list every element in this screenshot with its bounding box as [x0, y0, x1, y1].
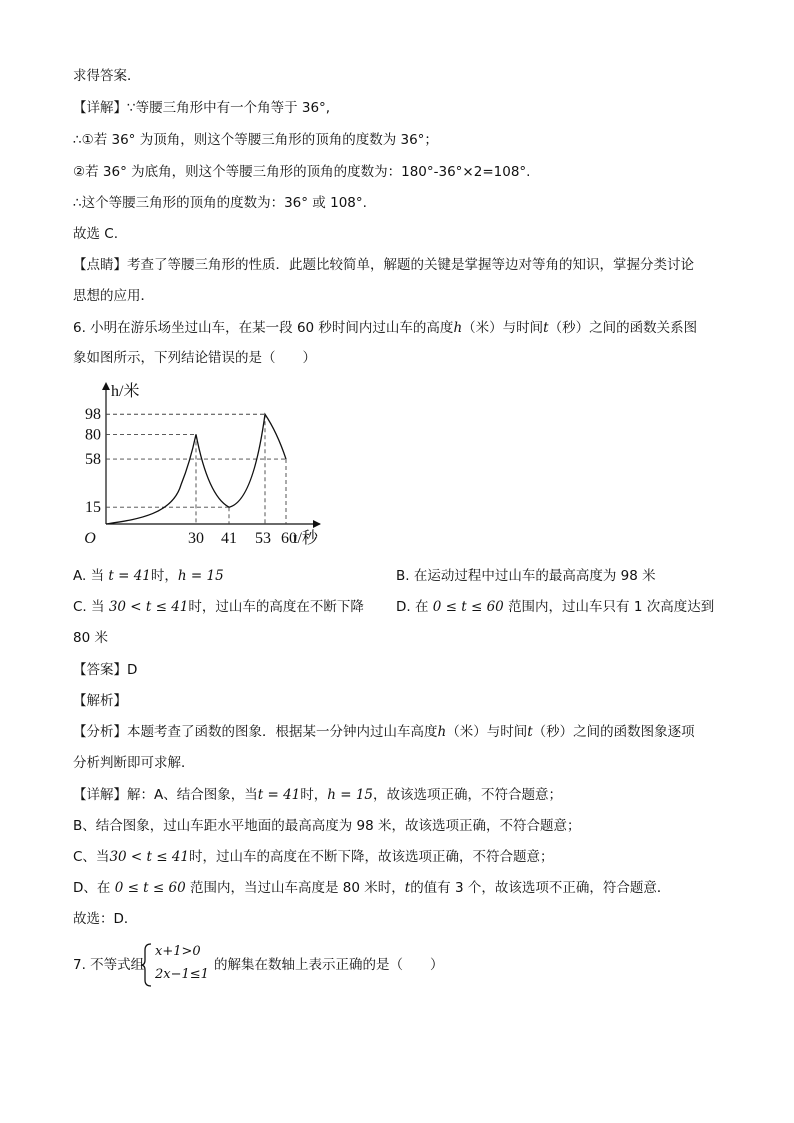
option-d[interactable]: D. 在 0 ≤ t ≤ 60 范围内，过山车只有 1 次高度达到 [396, 599, 715, 615]
text-line: ∴这个等腰三角形的顶角的度数为：36° 或 108°. [73, 195, 367, 211]
y-tick-label: 58 [85, 451, 101, 469]
detail-d: D、在 0 ≤ t ≤ 60 范围内，当过山车高度是 80 米时，t的值有 3 个，故该选项不正确，符合题意． [73, 880, 671, 896]
text-line: 【详解】∵等腰三角形中有一个角等于 36°, [73, 100, 331, 116]
option-b[interactable]: B. 在运动过程中过山车的最高高度为 98 米 [396, 568, 656, 584]
x-tick-label: 41 [221, 530, 237, 547]
x-tick-label: 30 [188, 530, 204, 547]
text-line: 思想的应用． [73, 288, 154, 304]
x-tick-label: 60 [281, 530, 297, 547]
x-axis-arrow [313, 520, 321, 528]
question-6-line2: 象如图所示，下列结论错误的是（ ） [73, 350, 316, 366]
text-line: 故选 C. [73, 226, 119, 242]
y-axis-label: h/米 [111, 383, 140, 400]
text-line: 求得答案． [73, 68, 141, 84]
option-c[interactable]: C. 当 30 < t ≤ 41时，过山车的高度在不断下降 [73, 599, 364, 615]
x-axis-label: t/秒 [293, 530, 318, 547]
y-tick-label: 80 [85, 426, 101, 444]
y-axis-arrow [102, 382, 110, 390]
analysis-line2: 分析判断即可求解． [73, 755, 195, 771]
analysis-label: 【解析】 [73, 693, 127, 709]
text-line: 【点睛】考查了等腰三角形的性质．此题比较简单，解题的关键是掌握等边对等角的知识，掌握分类讨论 [73, 257, 694, 273]
option-d-continued: 80 米 [73, 630, 108, 646]
inequality-1: x+1>0 [155, 944, 201, 959]
y-tick-label: 15 [85, 499, 101, 517]
x-tick-label: 53 [255, 530, 271, 547]
detail-c: C、当30 < t ≤ 41时，过山车的高度在不断下降，故该选项正确，不符合题意； [73, 849, 554, 865]
detail-b: B、结合图象，过山车距水平地面的最高高度为 98 米，故该选项正确，不符合题意； [73, 818, 581, 834]
option-a[interactable]: A. 当 t = 41时，h = 15 [73, 568, 224, 584]
inequality-2: 2x−1≤1 [155, 967, 209, 982]
text-line: ∴①若 36° 为顶角，则这个等腰三角形的顶角的度数为 36°； [73, 132, 438, 148]
conclusion: 故选：D． [73, 911, 138, 927]
text-line: ②若 36° 为底角，则这个等腰三角形的顶角的度数为：180°-36°×2=108°. [73, 164, 531, 180]
origin-label: O [84, 530, 96, 547]
question-7-prefix: 7. 不等式组 [73, 957, 145, 973]
question-6-line1: 6. 小明在游乐场坐过山车，在某一段 60 秒时间内过山车的高度h（米）与时间t（秒）之间的函数关系图 [73, 320, 698, 336]
y-tick-label: 98 [85, 406, 101, 424]
analysis-line1: 【分析】本题考查了函数的图象．根据某一分钟内过山车高度h（米）与时间t（秒）之间的函数图象逐项 [73, 724, 695, 740]
question-7-suffix: 的解集在数轴上表示正确的是（ ） [214, 957, 444, 973]
left-brace [140, 942, 154, 988]
answer-label: 【答案】D [73, 662, 138, 678]
roller-coaster-chart [78, 378, 338, 553]
detail-a: 【详解】解：A、结合图象，当t = 41时，h = 15，故该选项正确，不符合题意； [73, 787, 563, 803]
